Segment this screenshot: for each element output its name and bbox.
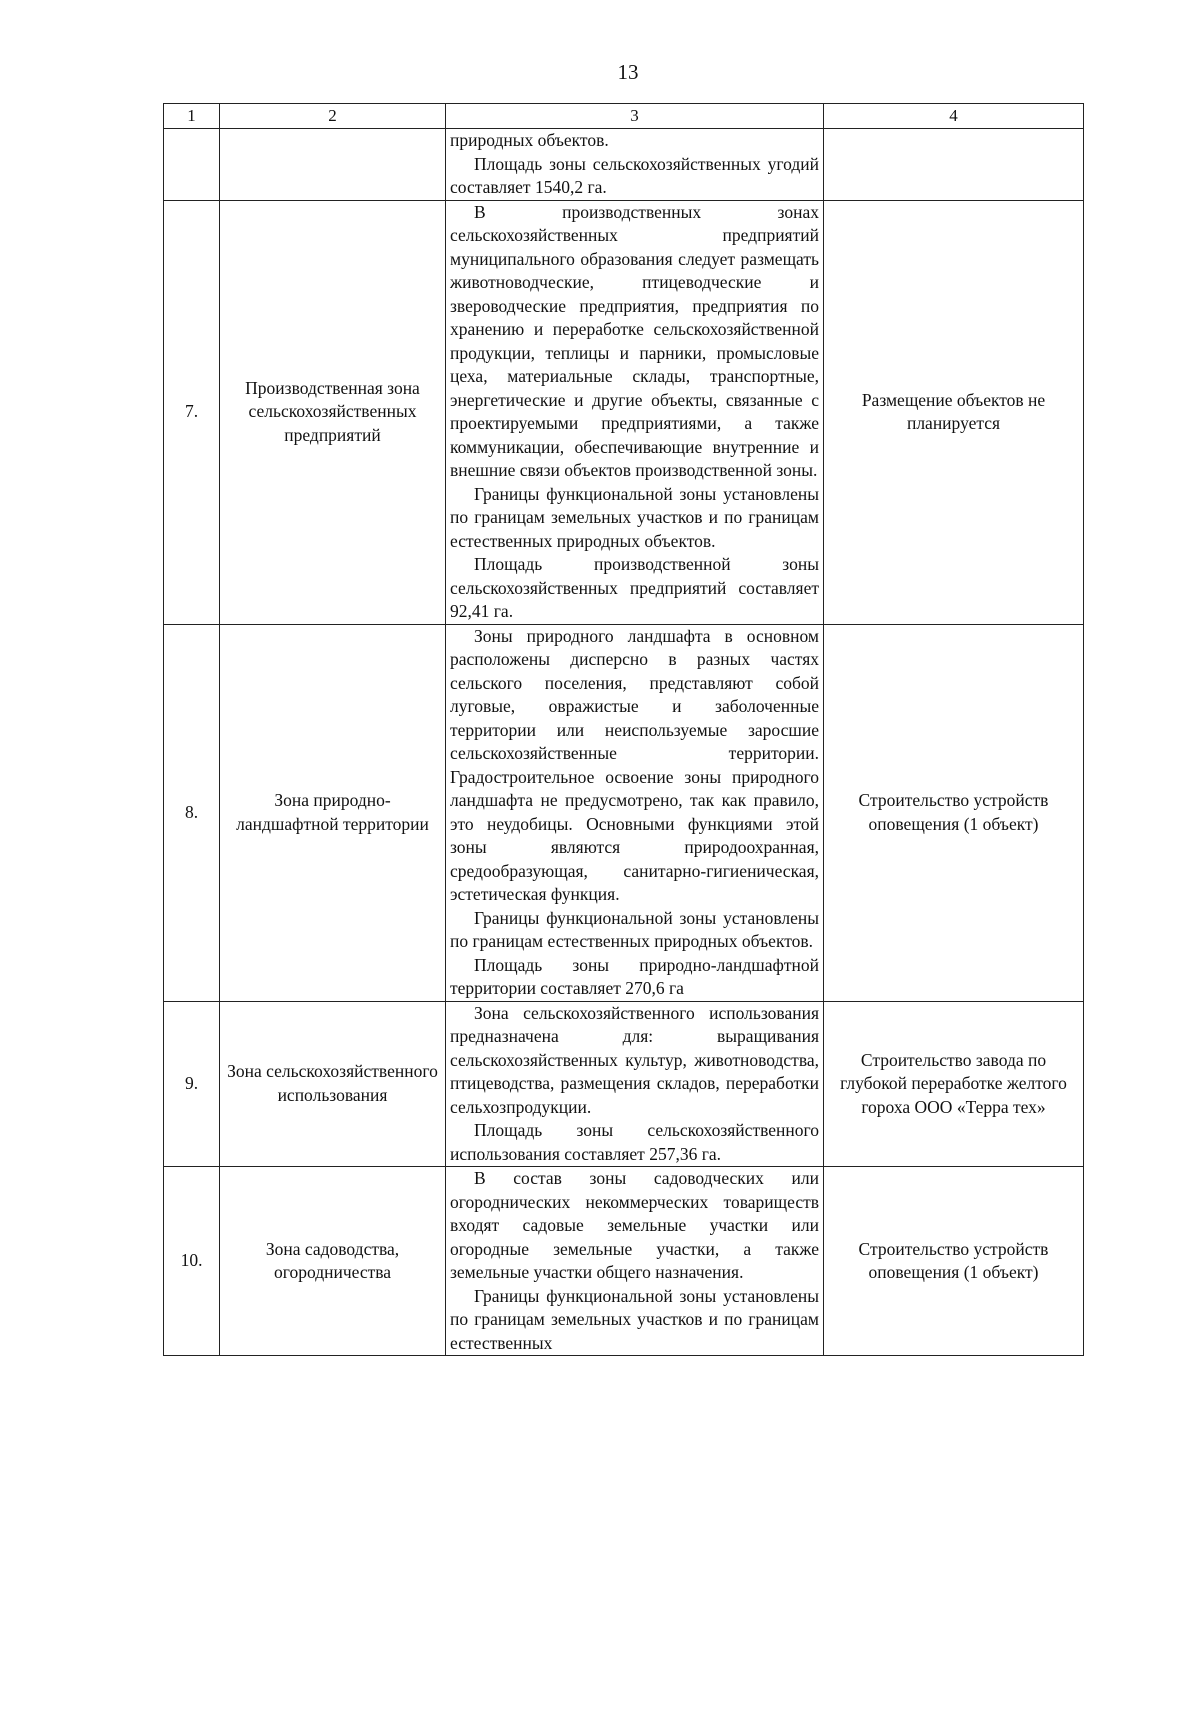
- column-header-2: 2: [220, 104, 446, 129]
- column-header-1: 1: [164, 104, 220, 129]
- description-paragraph: Площадь зоны природно-ландшафтной территории составляет 270,6 га: [450, 954, 819, 998]
- planned-objects: Строительство завода по глубокой переработке желтого гороха ООО «Терра тех»: [824, 1001, 1084, 1167]
- planned-objects: Строительство устройств оповещения (1 объект): [824, 1167, 1084, 1356]
- row-number: [164, 129, 220, 201]
- table-header-row: [164, 104, 1084, 129]
- description-paragraph: Границы функциональной зоны установлены по границам земельных участков и по границам естественных природных объектов.: [450, 483, 819, 551]
- row-number: 9.: [164, 1001, 220, 1167]
- table-body: [164, 129, 1084, 1356]
- description-paragraph: В состав зоны садоводческих или огороднических некоммерческих товариществ входят садовые земельные участки или огородные земельные участки, а также земельные участки общего назначения.: [450, 1168, 819, 1282]
- zones-table: [163, 103, 1084, 1356]
- description-paragraph: Зоны природного ландшафта в основном расположены дисперсно в разных частях сельского поселения, представляют собой луговые, овражистые и заболоченные территории или неиспользуемые заросшие сельскохозяйственные территории. Градостроительное освоение зоны природного ландшафта не предусмотрено, так как правило, это неудобицы. Основными функциями этой зоны являются природоохранная, средообразующая, санитарно-гигиеническая, эстетическая функция.: [450, 625, 819, 904]
- column-header-3: 3: [446, 104, 824, 129]
- planned-objects: [824, 129, 1084, 201]
- page-number: 13: [617, 60, 639, 84]
- zone-description: [446, 200, 824, 624]
- zone-name: Зона садоводства, огородничества: [220, 1167, 446, 1356]
- row-number: 8.: [164, 624, 220, 1001]
- zone-name: Зона сельскохозяйственного использования: [220, 1001, 446, 1167]
- table-row: [164, 200, 1084, 624]
- description-paragraph: Площадь зоны сельскохозяйственных угодий составляет 1540,2 га.: [450, 153, 819, 197]
- description-paragraph: В производственных зонах сельскохозяйственных предприятий муниципального образования следует размещать животноводческие, птицеводческие и звероводческие предприятия, предприятия по хранению и переработке сельскохозяйственной продукции, теплицы и парники, промысловые цеха, материальные склады, транспортные, энергетические и другие объекты, связанные с проектируемыми предприятиями, а также коммуникации, обеспечивающие внутренние и внешние связи объектов производственной зоны.: [450, 201, 819, 480]
- table-row: [164, 624, 1084, 1001]
- row-number: 7.: [164, 200, 220, 624]
- table-row: [164, 1001, 1084, 1167]
- table-row: [164, 1167, 1084, 1356]
- description-paragraph: Границы функциональной зоны установлены по границам естественных природных объектов.: [450, 907, 819, 951]
- zone-name: [220, 129, 446, 201]
- table-row: [164, 129, 1084, 201]
- description-paragraph: Зона сельскохозяйственного использования предназначена для: выращивания сельскохозяйственных культур, животноводства, птицеводства, размещения складов, переработки сельхозпродукции.: [450, 1002, 819, 1117]
- zone-description: [446, 624, 824, 1001]
- planned-objects: Размещение объектов не планируется: [824, 200, 1084, 624]
- row-number: 10.: [164, 1167, 220, 1356]
- zone-name: Производственная зона сельскохозяйственных предприятий: [220, 200, 446, 624]
- planned-objects: Строительство устройств оповещения (1 объект): [824, 624, 1084, 1001]
- column-header-4: 4: [824, 104, 1084, 129]
- description-paragraph: природных объектов.: [450, 130, 609, 150]
- description-paragraph: Границы функциональной зоны установлены по границам земельных участков и по границам естественных: [450, 1285, 819, 1353]
- zone-description: [446, 129, 824, 201]
- zone-description: [446, 1001, 824, 1167]
- zone-description: [446, 1167, 824, 1356]
- zone-name: Зона природно-ландшафтной территории: [220, 624, 446, 1001]
- description-paragraph: Площадь производственной зоны сельскохозяйственных предприятий составляет 92,41 га.: [450, 554, 819, 621]
- description-paragraph: Площадь зоны сельскохозяйственного использования составляет 257,36 га.: [450, 1120, 819, 1164]
